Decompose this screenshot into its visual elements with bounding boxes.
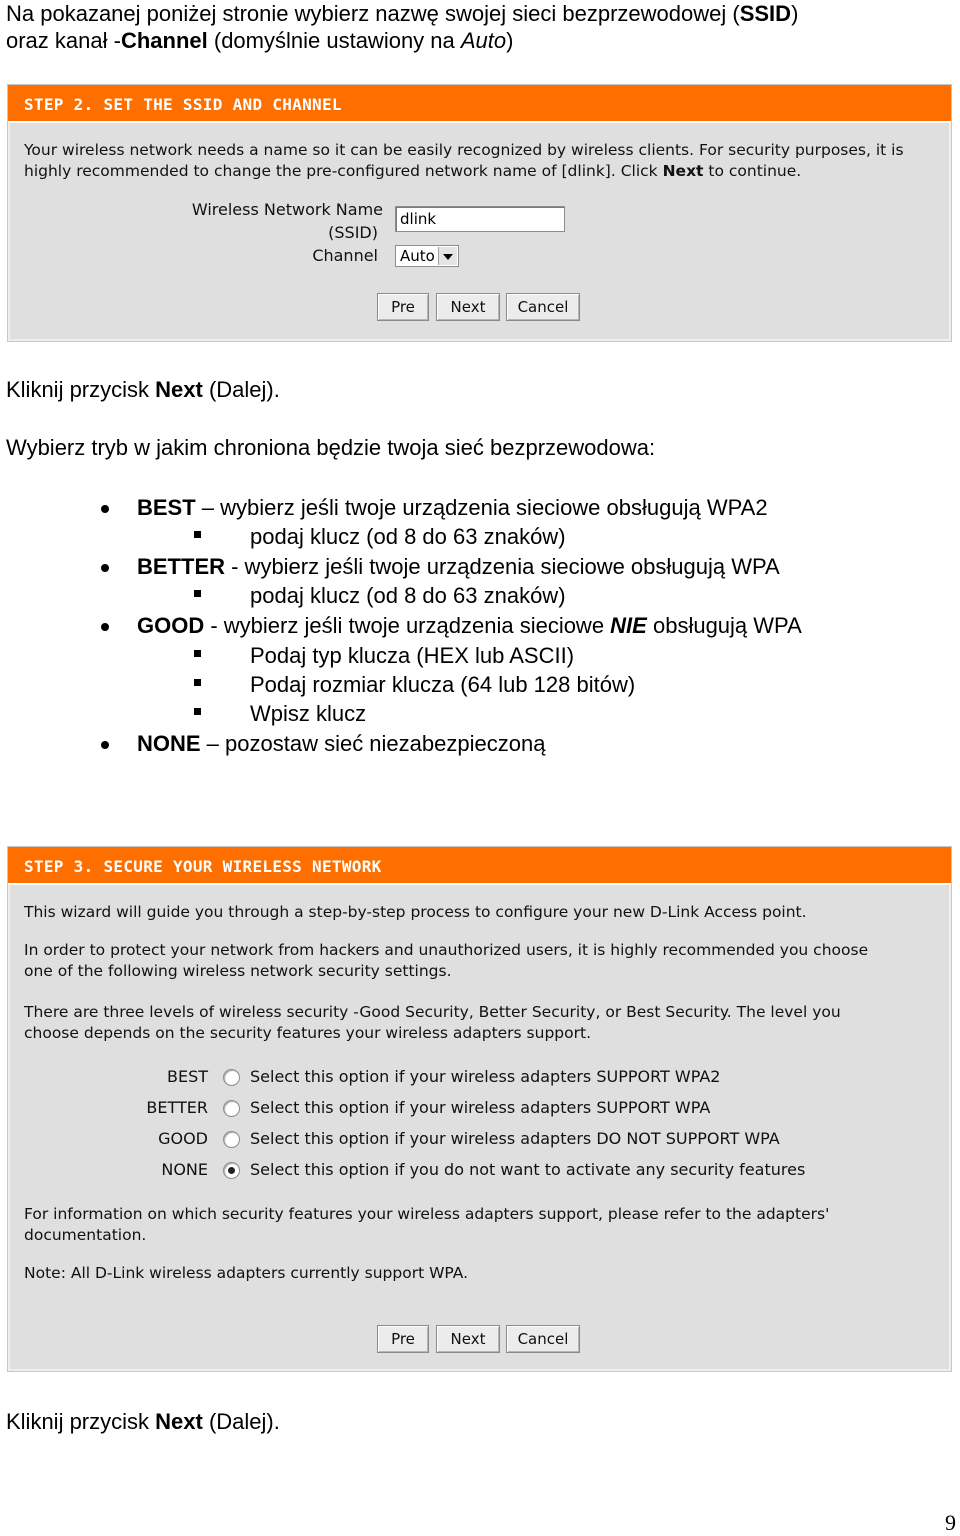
step2-description-line-1: Your wireless network needs a name so it can be easily recognized by wireless clients. For security purposes, it is [24,141,904,159]
step3-paragraph-1: This wizard will guide you through a step-by-step process to configure your new D-Link Access point. [24,903,807,921]
chevron-down-icon[interactable] [438,247,457,265]
channel-label: Channel [312,246,378,265]
square-bullet-icon [194,650,201,657]
next-button[interactable]: Next [436,1325,500,1353]
next-button[interactable]: Next [436,293,500,321]
pre-button[interactable]: Pre [377,293,429,321]
list-item-best: BEST – wybierz jeśli twoje urządzenia sieciowe obsługują WPA2 [137,495,768,520]
pre-button[interactable]: Pre [377,1325,429,1353]
square-bullet-icon [194,708,201,715]
step2-header [8,85,951,123]
list-subitem: Podaj rozmiar klucza (64 lub 128 bitów) [250,672,636,697]
list-item-good: GOOD - wybierz jeśli twoje urządzenia sieciowe NIE obsługują WPA [137,613,802,638]
security-option-label: GOOD [158,1129,208,1148]
step3-title: STEP 3. SECURE YOUR WIRELESS NETWORK [24,857,382,876]
radio-good[interactable] [223,1131,240,1148]
intro-line-2: oraz kanał -Channel (domyślnie ustawiony na Auto) [6,28,514,53]
step3-paragraph-2-line-1: In order to protect your network from hackers and unauthorized users, it is highly recommended you choose [24,941,869,959]
cancel-button[interactable]: Cancel [506,293,580,321]
security-option-desc: Select this option if your wireless adapters DO NOT SUPPORT WPA [250,1129,780,1148]
step3-paragraph-2-line-2: one of the following wireless network security settings. [24,962,452,980]
step3-header [8,847,951,885]
radio-better[interactable] [223,1100,240,1117]
list-subitem: Podaj typ klucza (HEX lub ASCII) [250,643,575,668]
step2-title: STEP 2. SET THE SSID AND CHANNEL [24,95,342,114]
square-bullet-icon [194,590,201,597]
list-item-better: BETTER - wybierz jeśli twoje urządzenia sieciowe obsługują WPA [137,554,780,579]
security-option-desc: Select this option if you do not want to activate any security features [250,1160,806,1179]
list-subitem: podaj klucz (od 8 do 63 znaków) [250,524,566,549]
click-next-instruction-2: Kliknij przycisk Next (Dalej). [6,1409,280,1434]
ssid-input[interactable]: dlink [395,206,565,232]
square-bullet-icon [194,531,201,538]
step2-panel [7,84,952,342]
security-option-label: NONE [161,1160,208,1179]
bullet-icon [101,623,109,631]
ssid-label-sub: (SSID) [328,223,378,242]
bullet-icon [101,564,109,572]
page-number: 9 [945,1510,956,1535]
channel-value: Auto [400,247,435,265]
intro-line-1: Na pokazanej poniżej stronie wybierz nazwę swojej sieci bezprzewodowej (SSID) [6,1,799,26]
step3-paragraph-4-line-1: For information on which security features your wireless adapters support, please refer to the adapters' [24,1205,830,1223]
security-option-desc: Select this option if your wireless adapters SUPPORT WPA [250,1098,711,1117]
radio-none[interactable] [223,1162,240,1179]
list-item-none: NONE – pozostaw sieć niezabezpieczoną [137,731,546,756]
bullet-icon [101,505,109,513]
bullet-icon [101,741,109,749]
security-option-label: BETTER [146,1098,208,1117]
step3-note: Note: All D-Link wireless adapters currently support WPA. [24,1264,469,1282]
security-option-label: BEST [166,1067,208,1086]
step3-paragraph-3-line-1: There are three levels of wireless security -Good Security, Better Security, or Best Security. The level you [24,1003,841,1021]
step3-paragraph-4-line-2: documentation. [24,1226,147,1244]
radio-best[interactable] [223,1069,240,1086]
click-next-instruction-1: Kliknij przycisk Next (Dalej). [6,377,280,402]
list-subitem: Wpisz klucz [250,701,367,726]
choose-mode-text: Wybierz tryb w jakim chroniona będzie twoja sieć bezprzewodowa: [6,435,656,460]
square-bullet-icon [194,679,201,686]
channel-select[interactable] [395,245,459,267]
cancel-button[interactable]: Cancel [506,1325,580,1353]
security-option-desc: Select this option if your wireless adapters SUPPORT WPA2 [250,1067,721,1086]
step2-description-line-2: highly recommended to change the pre-configured network name of [dlink]. Click Next to continue. [24,162,802,180]
step3-paragraph-3-line-2: choose depends on the security features your wireless adapters support. [24,1024,591,1042]
step3-panel [7,846,952,1372]
list-subitem: podaj klucz (od 8 do 63 znaków) [250,583,566,608]
ssid-label: Wireless Network Name [191,200,383,219]
